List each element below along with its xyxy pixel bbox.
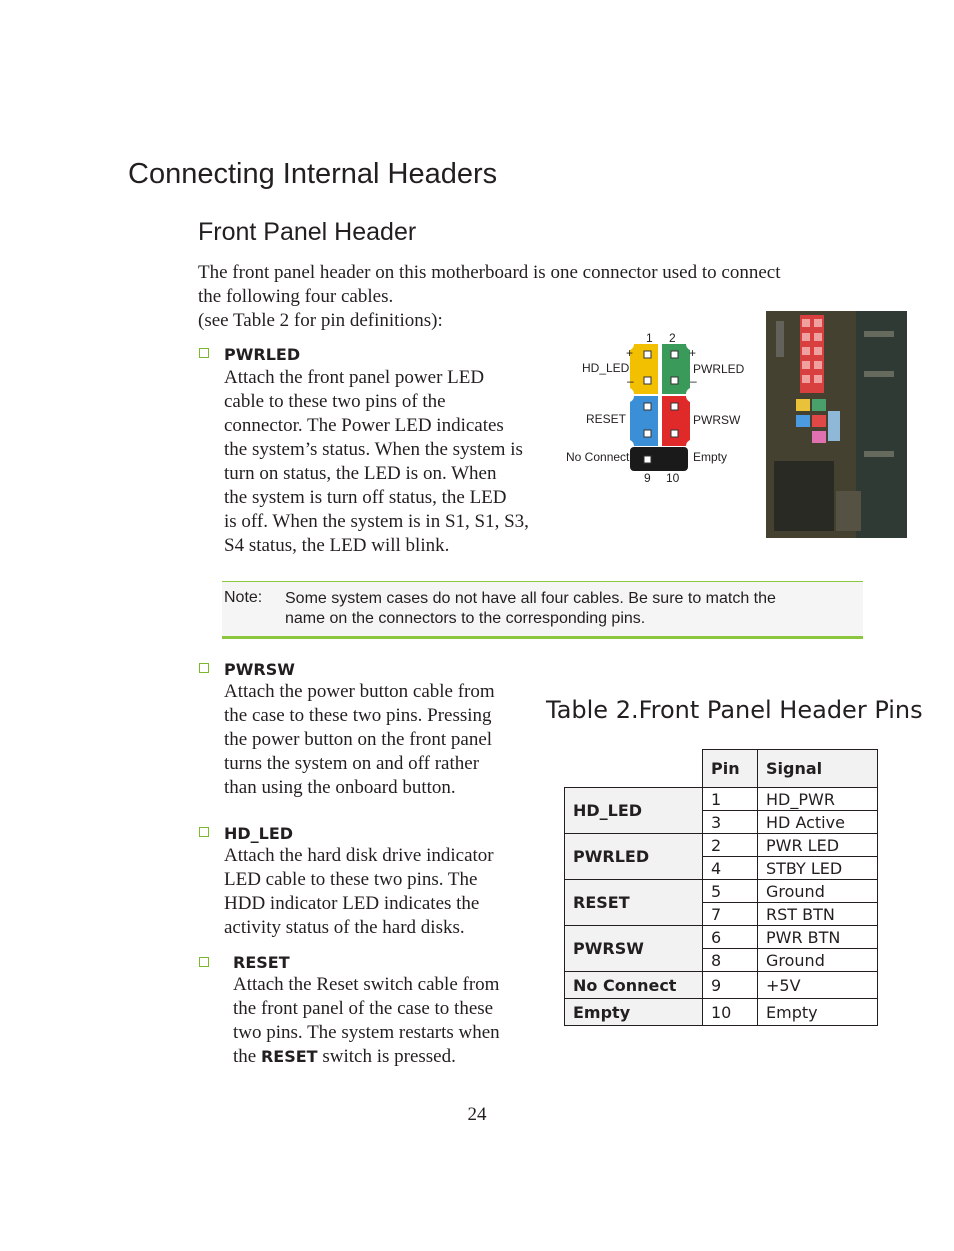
motherboard-photo-svg	[766, 311, 907, 538]
signal-cell: +5V	[758, 972, 878, 999]
pin-4	[671, 377, 678, 384]
label-empty: Empty	[693, 450, 728, 464]
pwrsw-line: the power button on the front panel	[224, 729, 493, 750]
group-cell: RESET	[565, 880, 703, 926]
signal-cell: PWR BTN	[758, 926, 878, 949]
reset-line: the front panel of the case to these	[233, 998, 494, 1019]
signal-cell: Ground	[758, 880, 878, 903]
intro-line-1: The front panel header on this motherboard is one connector used to connect	[198, 262, 781, 283]
pin-cell: 5	[703, 880, 758, 903]
pin-cell: 6	[703, 926, 758, 949]
pwrsw-line: turns the system on and off rather	[224, 753, 480, 774]
label-pwrled: PWRLED	[693, 362, 745, 376]
reset-description	[233, 973, 543, 1069]
reset-last-line	[233, 1045, 543, 1069]
pin-8	[671, 430, 678, 437]
pin-cell: 7	[703, 903, 758, 926]
pwrled-line: connector. The Power LED indicates	[224, 415, 504, 436]
pin-7	[644, 430, 651, 437]
section-heading: Front Panel Header	[198, 218, 417, 246]
group-cell: PWRSW	[565, 926, 703, 972]
intro-line-3: (see Table 2 for pin definitions):	[198, 310, 443, 331]
pin-header-diagram	[560, 326, 760, 491]
label-reset: RESET	[586, 412, 627, 426]
reset-line: Attach the Reset switch cable from	[233, 974, 500, 995]
table-row	[565, 834, 878, 857]
pin-cell: 4	[703, 857, 758, 880]
table-header-signal: Signal	[758, 750, 878, 788]
pin-cell: 1	[703, 788, 758, 811]
table-title: Table 2.Front Panel Header Pins	[546, 696, 923, 724]
page-heading: Connecting Internal Headers	[128, 158, 498, 190]
pwrled-title: PWRLED	[224, 345, 301, 364]
pwrled-line: the system is turn off status, the LED	[224, 487, 507, 508]
signal-cell: HD Active	[758, 811, 878, 834]
note-line-1: Some system cases do not have all four cables. Be sure to match the	[285, 590, 776, 607]
minus-left: –	[627, 374, 634, 388]
checkbox-bullet-icon	[199, 827, 209, 837]
group-cell: No Connect	[565, 972, 703, 999]
checkbox-bullet-icon	[199, 957, 209, 967]
pin-cell: 3	[703, 811, 758, 834]
pwrled-line: S4 status, the LED will blink.	[224, 535, 450, 556]
intro-paragraph	[198, 261, 858, 333]
table-row	[565, 926, 878, 949]
reset-title: RESET	[233, 953, 290, 972]
pin-2	[671, 351, 678, 358]
pwrled-line: Attach the front panel power LED	[224, 367, 485, 388]
note-line-2: name on the connectors to the corresponding pins.	[285, 610, 646, 627]
pin-6	[671, 403, 678, 410]
plus-left: +	[626, 346, 634, 360]
reset-last-pre: the	[233, 1046, 261, 1067]
pin-cell: 10	[703, 999, 758, 1026]
reset-bold-word: RESET	[260, 1047, 318, 1066]
reset-last-post: switch is pressed.	[317, 1046, 456, 1067]
table-header-pin: Pin	[703, 750, 758, 788]
reset-line: two pins. The system restarts when	[233, 1022, 500, 1043]
signal-cell: STBY LED	[758, 857, 878, 880]
pin-3	[644, 377, 651, 384]
pwrled-line: is off. When the system is in S1, S1, S3,	[224, 511, 529, 532]
pin-number-2: 2	[669, 331, 676, 345]
hdled-line: LED cable to these two pins. The	[224, 869, 478, 890]
note-text	[285, 589, 845, 629]
table-row	[565, 880, 878, 903]
pin-cell: 2	[703, 834, 758, 857]
motherboard-photo	[766, 311, 907, 538]
pin-cell: 8	[703, 949, 758, 972]
pwrled-line: turn on status, the LED is on. When	[224, 463, 497, 484]
hdled-line: HDD indicator LED indicates the	[224, 893, 480, 914]
pin-table	[564, 749, 878, 1026]
label-pwrsw: PWRSW	[693, 413, 741, 427]
table-header-row	[565, 750, 878, 788]
checkbox-bullet-icon	[199, 663, 209, 673]
minus-right: –	[690, 374, 697, 388]
pwrsw-description	[224, 680, 534, 800]
pin-number-9: 9	[644, 471, 651, 485]
pin-1	[644, 351, 651, 358]
hdled-title: HD_LED	[224, 824, 294, 843]
signal-cell: RST BTN	[758, 903, 878, 926]
pwrled-line: the system’s status. When the system is	[224, 439, 523, 460]
hdled-description	[224, 844, 534, 940]
intro-line-2: the following four cables.	[198, 286, 394, 307]
checkbox-bullet-icon	[199, 348, 209, 358]
label-no-connect: No Connect	[566, 450, 630, 464]
note-label: Note:	[224, 589, 263, 606]
plus-right: +	[689, 346, 697, 360]
group-cell: HD_LED	[565, 788, 703, 834]
signal-cell: Ground	[758, 949, 878, 972]
pin-header-svg	[560, 326, 760, 491]
table-row	[565, 999, 878, 1026]
label-hd-led: HD_LED	[582, 361, 630, 375]
pin-cell: 9	[703, 972, 758, 999]
pwrsw-title: PWRSW	[224, 660, 295, 679]
group-cell: Empty	[565, 999, 703, 1026]
table-header-blank	[565, 750, 703, 788]
hdled-line: Attach the hard disk drive indicator	[224, 845, 494, 866]
pwrled-description	[224, 366, 564, 558]
pin-5	[644, 403, 651, 410]
no-connect-block	[630, 447, 688, 471]
table-row	[565, 972, 878, 999]
pin-number-1: 1	[646, 331, 653, 345]
signal-cell: PWR LED	[758, 834, 878, 857]
pwrled-line: cable to these two pins of the	[224, 391, 446, 412]
pwrsw-line: than using the onboard button.	[224, 777, 456, 798]
hdled-line: activity status of the hard disks.	[224, 917, 465, 938]
signal-cell: HD_PWR	[758, 788, 878, 811]
pin-number-10: 10	[666, 471, 680, 485]
pin-9	[644, 456, 651, 463]
page-number: 24	[467, 1104, 487, 1125]
pwrsw-line: Attach the power button cable from	[224, 681, 495, 702]
pwrsw-line: the case to these two pins. Pressing	[224, 705, 492, 726]
group-cell: PWRLED	[565, 834, 703, 880]
signal-cell: Empty	[758, 999, 878, 1026]
table-row	[565, 788, 878, 811]
